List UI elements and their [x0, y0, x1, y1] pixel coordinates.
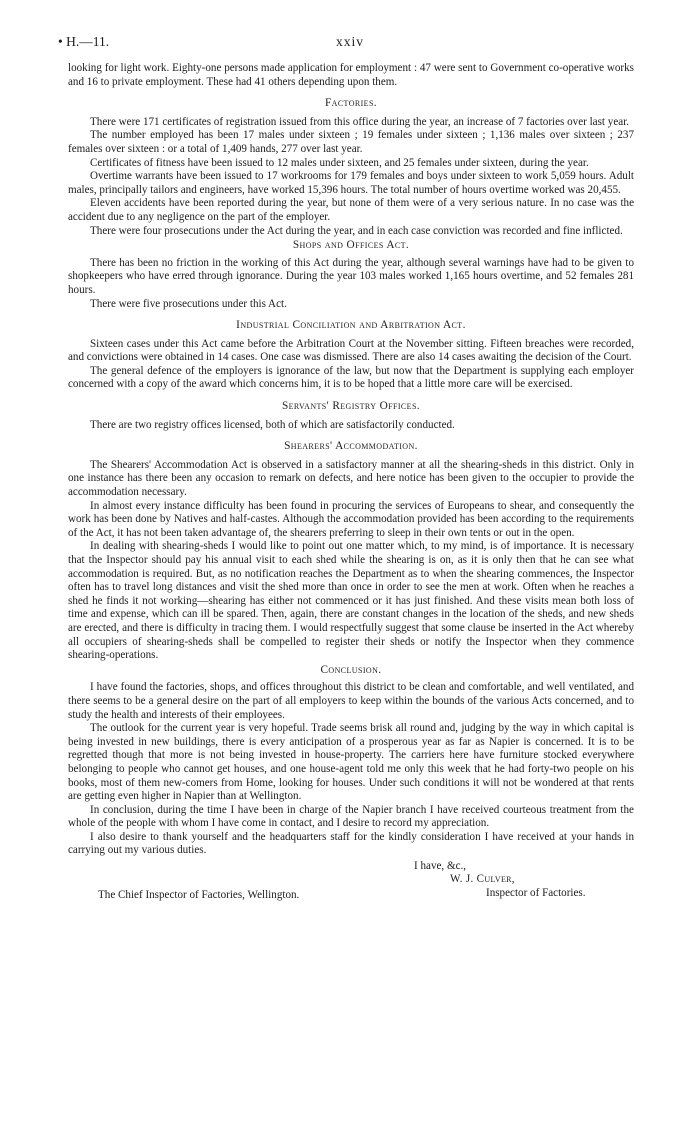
paragraph: I have found the factories, shops, and offices throughout this district to be clean and comfortable, and well ventilated, and there seems to be a general desire on the part of all employers to keep within the bounds of the various Acts concerned, and to study the health and interests of their employees. — [68, 681, 634, 721]
shops-heading: Shops and Offices Act. — [292, 239, 410, 252]
document-reference: • H.—11. — [58, 34, 110, 49]
addressee: The Chief Inspector of Factories, Wellington. — [98, 889, 300, 902]
conciliation-heading: Industrial Conciliation and Arbitration Act. — [236, 319, 466, 332]
page-number: xxiv — [335, 34, 364, 49]
paragraph: There were 171 certificates of registration issued from this office during the year, an increase of 7 factories over last year. — [90, 115, 630, 128]
paragraph: Eleven accidents have been reported during the year, but none of them were of a very serious nature. In no case was the accident due to any negligence on the part of the employer. — [68, 197, 634, 223]
signatory-title: Inspector of Factories. — [486, 887, 586, 900]
paragraph: There has been no friction in the working of this Act during the year, although several warnings have had to be given to shopkeepers who have erred through ignorance. During the year 103 males worked 1,165 hours overtime, and 52 females 281 hours. — [68, 256, 634, 296]
conciliation-section — [68, 338, 634, 392]
registry-heading: Servants' Registry Offices. — [281, 400, 421, 413]
paragraph: In dealing with shearing-sheds I would like to point out one matter which, to my mind, is of importance. It is necessary that the Inspector should pay his annual visit to each shed while the shearing is on, as it is only then that he can see what accommodation is required. But, as no notification reaches the Department as to when the shearing commences, the Inspector often has to travel long distances and visit the shed more than once in order to see the men at work. Often when he reaches a shed he finds it not working—shearing has either not commenced or it has just finished. And these visits mean both loss of time and expense, which can ill be spared. Then, again, there are constant changes in the location of the sheds, and new sheds are erected, and there is difficulty in tracing them. I would respectfully suggest that some clause be inserted in the Act whereby all occupiers of shearing-sheds shall be compelled to register their sheds or notify the Inspector when they commence shearing-operations. — [68, 540, 634, 662]
signoff-block — [68, 860, 634, 920]
paragraph: Sixteen cases under this Act came before the Arbitration Court at the November sitting. Fifteen breaches were recorded, and convictions were obtained in 14 cases. One case was dismissed. There are also 14 cases awaiting the decision of the Court. — [68, 337, 634, 364]
paragraph: In conclusion, during the time I have been in charge of the Napier branch I have received courteous treatment from the whole of the people with whom I have come in contact, and I desire to record my appreciation. — [68, 803, 634, 830]
shops-section — [68, 257, 634, 311]
report-body — [68, 62, 634, 920]
paragraph: There were five prosecutions under this Act. — [90, 297, 287, 310]
signature-name: W. J. Culver, — [450, 873, 515, 886]
running-header — [58, 34, 642, 52]
intro-paragraph: looking for light work. Eighty-one persons made application for employment : 47 were sent to Government co-operative works and 16 to private employment. These had 41 others depending upon them. — [68, 62, 634, 88]
conclusion-section — [68, 681, 634, 858]
closing-phrase: I have, &c., — [414, 860, 467, 873]
paragraph: Certificates of fitness have been issued to 12 males under sixteen, and 25 females under sixteen, during the year. — [90, 156, 589, 169]
paragraph: In almost every instance difficulty has been found in procuring the services of Europeans to shear, and consequently the work has been done by Natives and half-castes. Although the accommodation provided has been according to the requirements of the Act, it has not been taken advantage of, the shearers preferring to sleep in their own tents or out in the open. — [68, 499, 634, 539]
factories-section — [68, 116, 634, 238]
shearers-section — [68, 459, 634, 663]
paragraph: The Shearers' Accommodation Act is observed in a satisfactory manner at all the shearing-sheds in this district. Only in one instance has there been any occasion to remark on defects, and here notice has been given to the occupier to provide the accommodation necessary. — [68, 458, 634, 499]
paragraph: The number employed has been 17 males under sixteen ; 19 females under sixteen ; 1,136 males over sixteen ; 237 females over sixteen : or a total of 1,409 hands, 277 over last year. — [68, 129, 634, 155]
shearers-heading: Shearers' Accommodation. — [284, 440, 418, 453]
paragraph: Overtime warrants have been issued to 17 workrooms for 179 females and boys under sixteen to work 5,059 hours. Adult males, principally tailors and engineers, have worked 15,396 hours. The total number of hours overtime worked was 20,455. — [68, 170, 634, 196]
paragraph: There were four prosecutions under the Act during the year, and in each case conviction was recorded and fine inflicted. — [90, 224, 623, 237]
paragraph: I also desire to thank yourself and the headquarters staff for the kindly consideration I have received at your hands in carrying out my various duties. — [68, 830, 634, 857]
registry-section — [68, 419, 634, 433]
paragraph: The general defence of the employers is ignorance of the law, but now that the Department is supplying each employer concerned with a copy of the award which concerns him, it is to be hoped that a little more care will be exercised. — [68, 364, 634, 391]
paragraph: The outlook for the current year is very hopeful. Trade seems brisk all round and, judging by the way in which capital is being invested in new buildings, there is every anticipation of a prosperous year as far as Napier is concerned. It is to be regretted though that more is not being invested in house-property. The carriers here have furniture stocked everywhere belonging to people who cannot get houses, and one house-agent told me only this week that he had forty-two people on his books, most of them new-comers from Home, looking for houses. Under such conditions it will not be wondered at that rents are getting even higher in Napier than at Wellington. — [68, 722, 634, 803]
conclusion-heading: Conclusion. — [320, 663, 382, 676]
paragraph: There are two registry offices licensed, both of which are satisfactorily conducted. — [90, 418, 455, 431]
factories-heading: Factories. — [324, 97, 378, 110]
